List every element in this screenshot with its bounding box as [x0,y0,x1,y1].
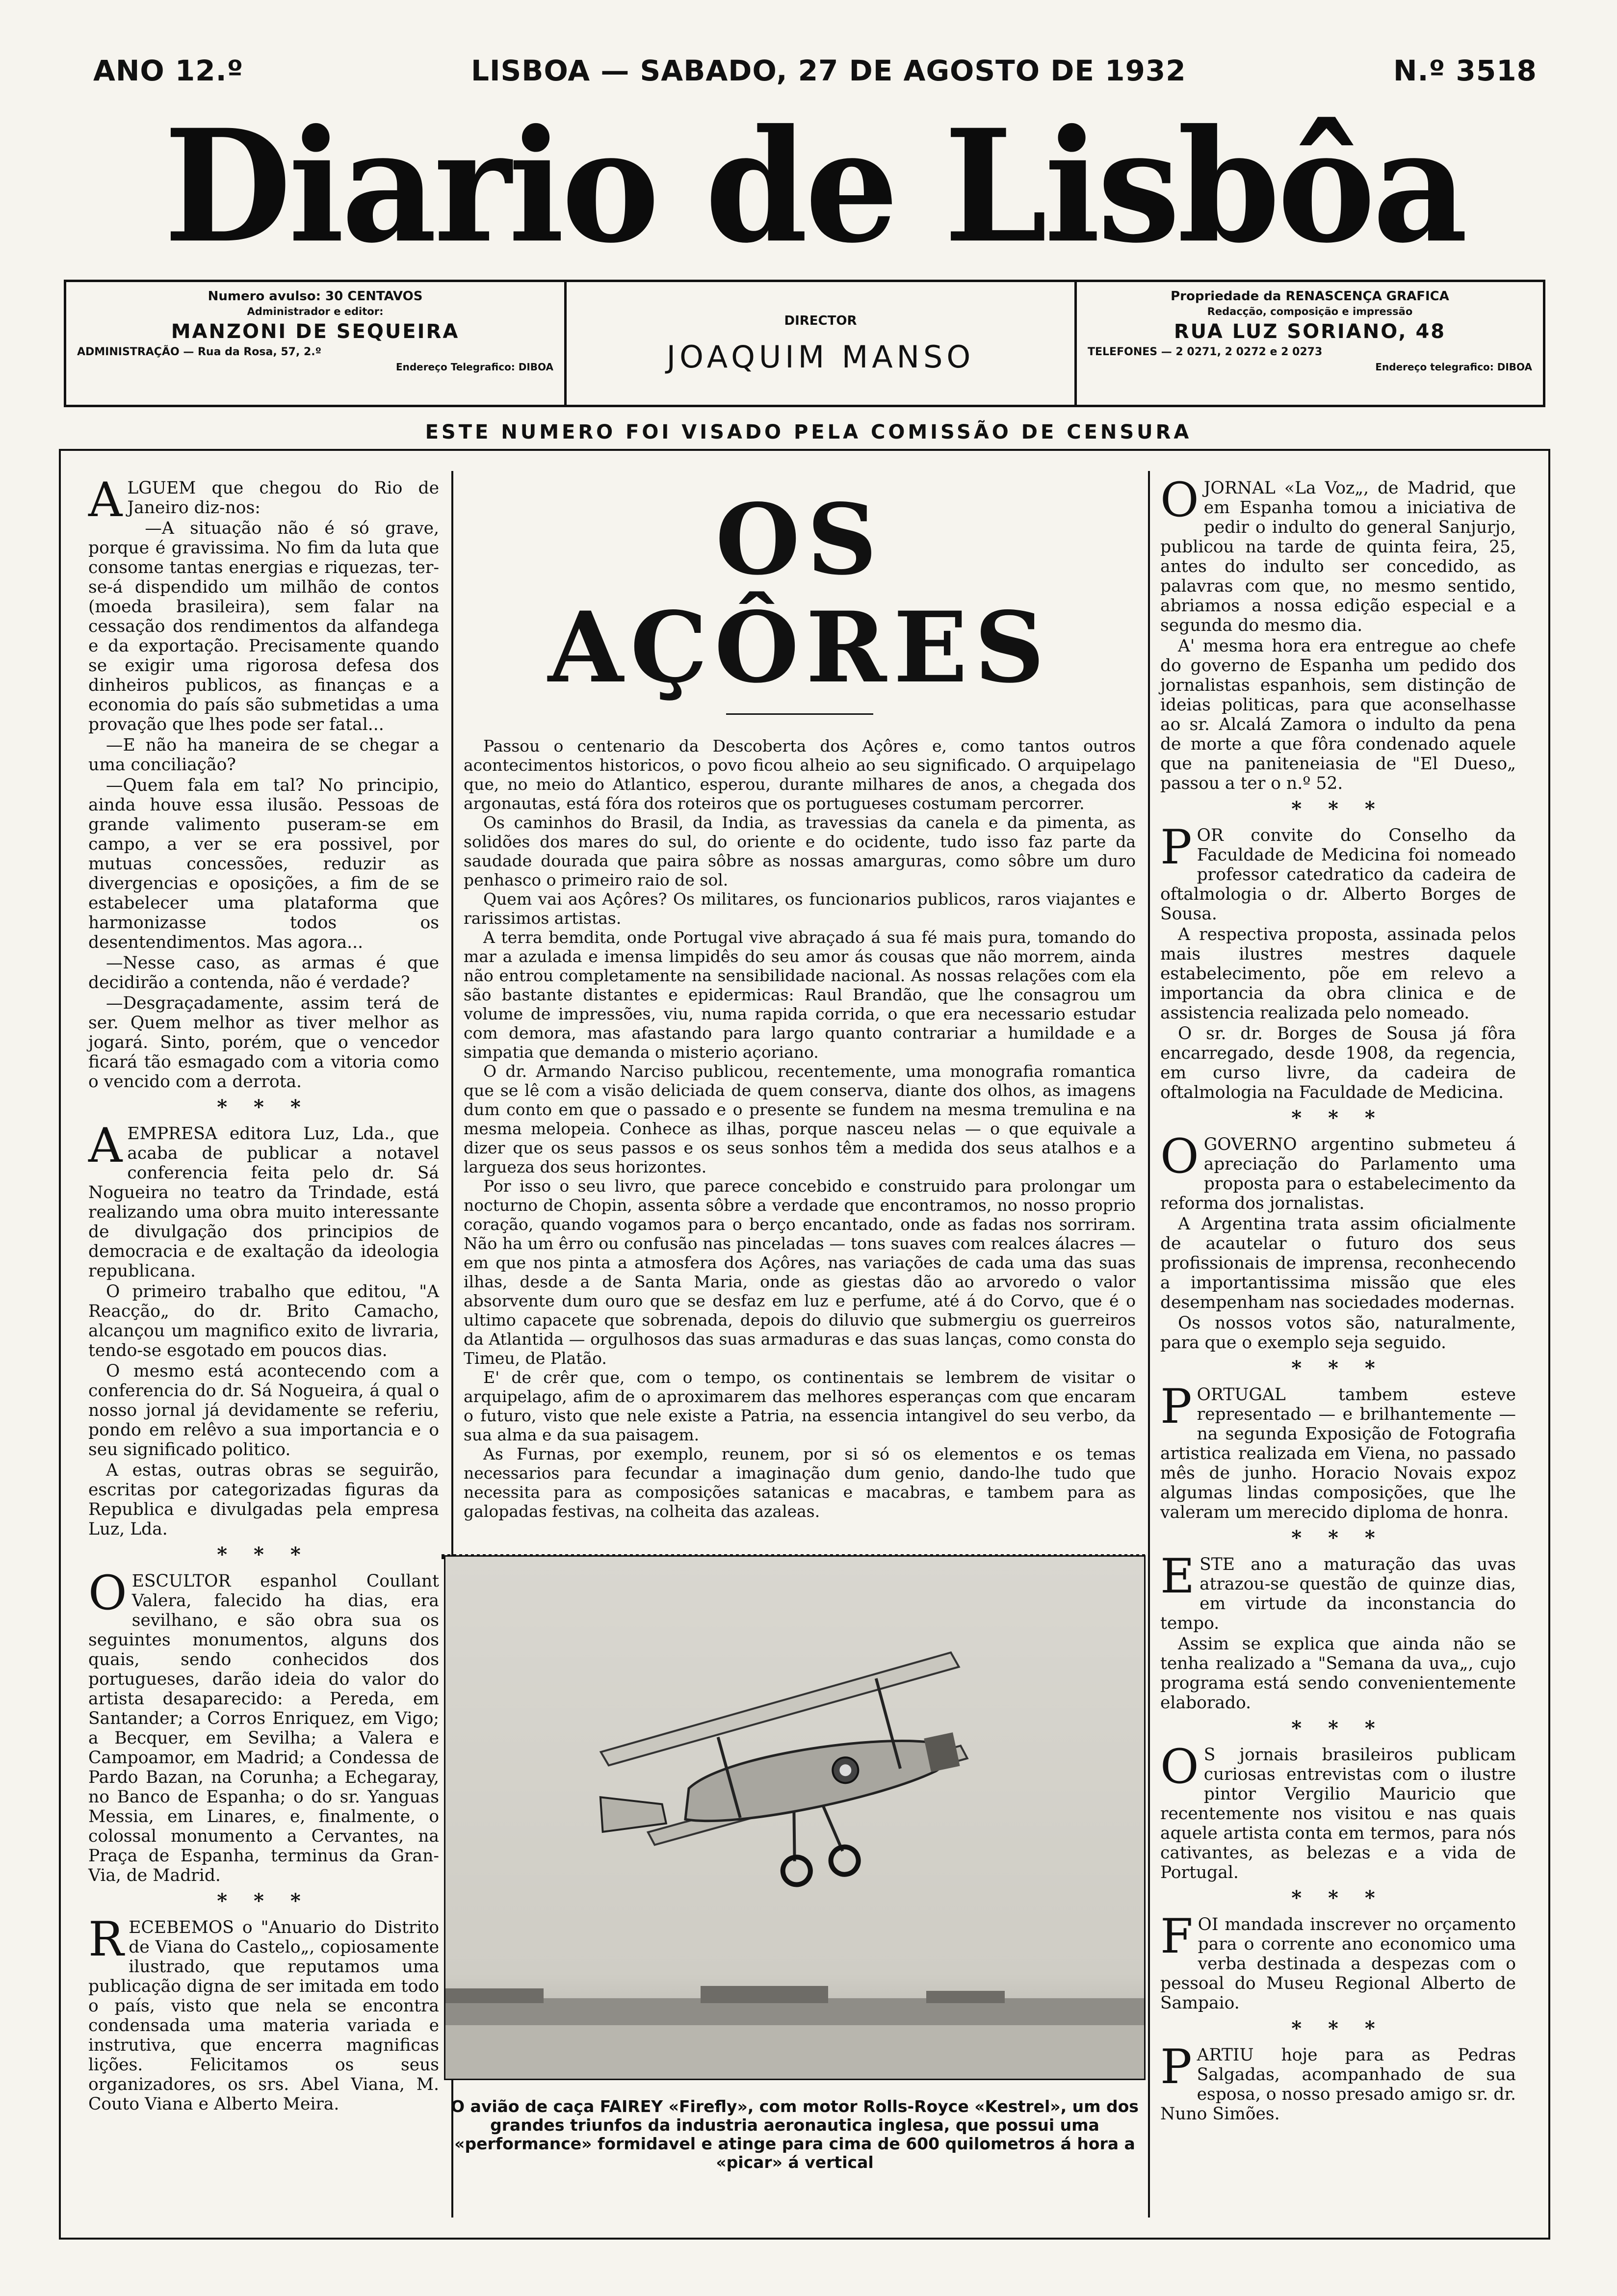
news-item [88,1118,439,1539]
news-item [1160,1379,1516,1522]
paragraph: —E não ha maneira de se chegar a uma conciliação? [88,735,439,775]
news-item [88,1565,439,1885]
paragraph: Os caminhos do Brasil, da India, as travessias da canela e da pimenta, as solidões dos mares do sul, do oriente e do ocidente, tudo isso faz parte da saudade dourada que paira sôbre as nossas amarguras, como sôbre um duro penhasco o primeiro raio de sol. [464,813,1136,889]
photo-caption: O avião de caça FAIREY «Firefly», com motor Rolls-Royce «Kestrel», um dos grandes triunfos da industria aeronautica inglesa, que possui uma «performance» formidavel e atinge para cima de 600 quilometros á hora a «picar» á vertical [451,2097,1139,2172]
paragraph: ORTUGAL tambem esteve representado — e brilhantemente — na segunda Exposição de Fotografia artistica realizada em Viena, no passado mês de junho. Horacio Novais expoz algumas lindas composições, que lhe valeram um merecido diploma de honra. [1160,1385,1516,1522]
paragraph: —Quem fala em tal? No principio, ainda houve essa ilusão. Pessoas de grande valimento puseram-se em campo, a ver se era possivel, por mutuas concessões, reduzir as divergencias e oposições, a fim de se estabelecer uma plataforma que harmonizasse todos os desentendimentos. Mas agora... [88,776,439,952]
news-item [88,472,439,1092]
news-item [1160,1739,1516,1882]
telephones: TELEFONES — 2 0271, 2 0272 e 2 0273 [1088,346,1323,358]
paragraph: LGUEM que chegou do Rio de Janeiro diz-nos: [127,478,439,518]
paragraph: A Argentina trata assim oficialmente de acautelar o futuro dos seus profissionais de imprensa, reconhecendo a importantissima missão que eles desempenham nas sociedades modernas. [1160,1214,1516,1312]
dateline: LISBOA — SABADO, 27 DE AGOSTO DE 1932 [471,54,1186,87]
editor-name: MANZONI DE SEQUEIRA [171,320,460,343]
drop-cap: P [1160,1379,1192,1434]
separator-stars: * * * [1291,2017,1385,2040]
news-item [1160,1129,1516,1353]
paragraph: JORNAL «La Voz„, de Madrid, que em Espanha tomou a iniciativa de pedir o indulto do general Sanjurjo, publicou na tarde de quinta feira, 25, antes do indulto ser concedido, as palavras com que, no mesmo sentido, abriamos a nossa edição especial e a segunda do mesmo dia. [1160,478,1516,635]
paragraph: O mesmo está acontecendo com a conferencia do dr. Sá Nogueira, á qual o nosso jornal já devidamente se referiu, pondo em relêvo a sua importancia e o seu significado politico. [88,1361,439,1460]
paragraph: A estas, outras obras se seguirão, escritas por categorizadas figuras da Republica e divulgadas pela empresa Luz, Lda. [88,1461,439,1539]
masthead-title: Diario de Lisbôa [163,95,1465,277]
paragraph: —Nesse caso, as armas é que decidirão a contenda, não é verdade? [88,953,439,992]
column-rule [1148,471,1150,2218]
admin-address: ADMINISTRAÇÃO — Rua da Rosa, 57, 2.º [77,346,322,358]
paragraph: Por isso o seu livro, que parece concebido e construido para prolongar um nocturno de Chopin, assenta sôbre a verdade que encontramos, no nosso proprio coração, quando vogamos para o berço encantado, onde as fadas nos sorriram. Não ha um êrro ou confusão nas pinceladas — tons suaves com realces álacres — em que nos pinta a atmosfera dos Açôres, nas variações de cada uma das suas ilhas, desde a de Santa Maria, onde as giestas dão ao arvoredo o valor absorvente dum ouro que se desfaz em luz e perfume, até á do Corvo, que é o ultimo capacete que sobrenada, depois do diluvio que submergiu os guerreiros da Atlantida — orgulhosos das suas armaduras e das suas lanças, como consta do Timeu, de Platão. [464,1176,1136,1368]
paragraph: As Furnas, por exemplo, reunem, por si só os elementos e os temas necessarios para fecundar a imaginação dum genio, dando-lhe tudo que necessita para as composições satanicas e macabras, e tambem para as galopadas festivas, na colheita das azaleas. [464,1444,1136,1521]
drop-cap: O [1160,1739,1199,1794]
news-item [1160,1909,1516,2013]
drop-cap: O [88,1565,127,1620]
drop-cap: R [88,1912,124,1967]
paragraph: Os nossos votos são, naturalmente, para que o exemplo seja seguido. [1160,1313,1516,1353]
price-line: Numero avulso: 30 CENTAVOS [208,289,423,304]
right-column [1160,472,1516,2125]
director-label: DIRECTOR [784,313,857,328]
separator-stars: * * * [1291,797,1385,820]
paragraph: O dr. Armando Narciso publicou, recentemente, uma monografia romantica que se lê com a visão deliciada de quem conserva, diante dos olhos, as imagens dum conto em que o passado e o presente se fundem na mesma tremulina e na mesma melopeia. Conhece as ilhas, porque nasceu nelas — o que equivale a dizer que os seus passos e os seus sonhos têm a medida dos seus atalhos e a largueza dos seus horizontes. [464,1062,1136,1176]
paragraph: EMPRESA editora Luz, Lda., que acaba de publicar a notavel conferencia feita pelo dr. Sá Nogueira no teatro da Trindade, está realizando uma obra muito interessante de divulgação dos principios de democracia e de exaltação da ideologia republicana. [88,1124,439,1281]
news-item [1160,472,1516,793]
paragraph: ESCULTOR espanhol Coullant Valera, falecido ha dias, era sevilhano, e são obra sua os seguintes monumentos, alguns dos quais, sendo conhecidos dos portugueses, darão ideia do valor do artista desaparecido: a Pereda, em Santander; a Corros Enriquez, em Vigo; a Becquer, em Sevilha; a Valera e Campoamor, em Madrid; a Condessa de Pardo Bazan, na Corunha; a Echegaray, no Banco de Espanha; o do sr. Yanguas Messia, em Linares, e, finalmente, o colossal monumento a Cervantes, na Praça de Espanha, terminus da Gran-Via, de Madrid. [88,1571,439,1885]
issue-number: N.º 3518 [1393,54,1537,87]
paragraph: O sr. dr. Borges de Sousa já fôra encarregado, desde 1908, da regencia, em curso livre, da cadeira de oftalmologia na Faculdade de Medicina. [1160,1024,1516,1102]
separator-stars: * * * [1291,1106,1385,1129]
editorial-address: RUA LUZ SORIANO, 48 [1174,320,1446,343]
separator-stars: * * * [217,1543,311,1566]
paragraph: ECEBEMOS o "Anuario do Distrito de Viana do Castelo„, copiosamente ilustrado, que reputamos uma publicação digna de ser imitada em todo o país, visto que nela se encontra condensada uma materia variada e instrutiva, que encerra magnificas lições. Felicitamos os seus organizadores, os srs. Abel Viana, M. Couto Viana e Alberto Meira. [88,1918,439,2114]
news-item [1160,820,1516,1102]
paragraph: E' de crêr que, com o tempo, os continentais se lembrem de visitar o arquipelago, afim de o aproximarem das melhores esperanças com que encaram o futuro, visto que nele existe a Patria, na essencia intangivel do seu verbo, da sua alma e da sua paisagem. [464,1368,1136,1444]
paragraph: —A situação não é só grave, porque é gravissima. No fim da luta que consome tantas energias e riquezas, ter-se-á dispendido um milhão de contos (moeda brasileira), sem falar na cessação dos rendimentos da alfandega e da exportação. Precisamente quando se exigir uma rigorosa defesa dos dinheiros publicos, as finanças e a economia do país são submetidas a uma provação que lhes pode ser fatal... [88,519,439,734]
year-label: ANO 12.º [93,54,244,87]
paragraph: Quem vai aos Açôres? Os militares, os funcionarios publicos, raros viajantes e rarissimos artistas. [464,889,1136,928]
paragraph: OI mandada inscrever no orçamento para o corrente ano economico uma verba destinada a despezas com o pessoal do Museu Regional Alberto de Sampaio. [1160,1915,1516,2013]
paragraph: A respectiva proposta, assinada pelos mais ilustres mestres daquele estabelecimento, põe em relevo a importancia da obra clinica e de assistencia realizada pelo nomeado. [1160,925,1516,1023]
drop-cap: O [1160,472,1199,527]
paragraph: O primeiro trabalho que editou, "A Reacção„ do dr. Brito Camacho, alcançou um magnifico exito de livraria, tendo-se esgotado em poucos dias. [88,1282,439,1360]
telegraph-address-right: Endereço telegrafico: DIBOA [1375,361,1532,373]
censorship-notice: ESTE NUMERO FOI VISADO PELA COMISSÃO DE CENSURA [425,421,1192,444]
drop-cap: F [1160,1909,1193,1964]
paragraph: ARTIU hoje para as Pedras Salgadas, acompanhado de sua esposa, o nosso presado amigo sr. dr. Nuno Simões. [1160,2045,1516,2124]
drop-cap: P [1160,820,1192,875]
drop-cap: P [1160,2039,1192,2094]
owner-line: Propriedade da RENASCENÇA GRAFICA [1171,289,1449,304]
separator-stars: * * * [1291,1357,1385,1380]
airplane-photo [444,1555,1146,2080]
paragraph: Passou o centenario da Descoberta dos Açôres e, como tantos outros acontecimentos historicos, o povo ficou alheio ao seu significado. O arquipelago que, no meio do Atlantico, esperou, durante milhares de anos, a chegada dos argonautas, está fóra dos roteiros que os portugueses costumam percorrer. [464,736,1136,813]
info-box-director [567,282,1077,405]
article-headline: OS AÇÔRES [548,482,1052,704]
paragraph: Assim se explica que ainda não se tenha realizado a "Semana da uva„, cujo programa está sendo convenientemente elaborado. [1160,1634,1516,1713]
paragraph: A terra bemdita, onde Portugal vive abraçado á sua fé mais pura, tomando do mar a azulada e imensa limpidês do seu amor ás cousas que não morrem, ainda não entrou completamente na sensibilidade nacional. As nossas relações com ela são bastante distantes e epidermicas: Raul Brandão, que lhe consagrou um volume de impressões, viu, numa rapida corrida, o que era necessario estudar com demora, mas afastando para largo quanto contrariar a humildade e a simpatia que demanda o misterio açoriano. [464,928,1136,1062]
drop-cap: A [88,472,123,527]
admin-label: Administrador e editor: [247,306,384,317]
separator-stars: * * * [217,1096,311,1119]
drop-cap: A [88,1118,123,1173]
drop-cap: E [1160,1549,1195,1604]
headline-rule [726,713,873,715]
drop-cap: O [1160,1129,1199,1184]
paragraph: STE ano a maturação das uvas atrazou-se questão de quinze dias, em virtude da inconstancia do tempo. [1160,1555,1516,1633]
separator-stars: * * * [1291,1526,1385,1549]
article-body [464,736,1136,1521]
info-box-publisher [1077,282,1543,405]
left-column [88,472,439,2115]
telegraph-address: Endereço Telegrafico: DIBOA [395,361,553,373]
news-item [88,1912,439,2114]
paragraph: GOVERNO argentino submeteu á apreciação do Parlamento uma proposta para o estabelecimento da reforma dos jornalistas. [1160,1135,1516,1213]
paragraph: A' mesma hora era entregue ao chefe do governo de Espanha um pedido dos jornalistas espanhois, sem distinção de ideias politicas, para que aconselhasse ao sr. Alcalá Zamora o indulto da pena de morte a que fôra condenado aquele que na paniteneiasia de "El Dueso„ passou a ter o n.º 52. [1160,636,1516,793]
paragraph: S jornais brasileiros publicam curiosas entrevistas com o ilustre pintor Vergilio Mauricio que recentemente nos visitou e nas quais aquele artista conta em termos, para nós cativantes, as belezas e a vida de Portugal. [1160,1745,1516,1882]
director-name: JOAQUIM MANSO [666,339,975,375]
news-item [1160,1549,1516,1713]
separator-stars: * * * [217,1889,311,1912]
separator-stars: * * * [1291,1886,1385,1909]
info-box-administration [66,282,567,405]
editorial-label: Redacção, composição e impressão [1207,306,1413,317]
main-article [464,482,1136,1521]
news-item [1160,2039,1516,2124]
biplane-image [445,1557,1144,2079]
paragraph: —Desgraçadamente, assim terá de ser. Quem melhor as tiver melhor as jogará. Sinto, porém, que o vencedor ficará tão esmagado com a vitoria como o vencido com a derrota. [88,993,439,1092]
separator-stars: * * * [1291,1717,1385,1740]
info-bar [64,280,1545,407]
paragraph: OR convite do Conselho da Faculdade de Medicina foi nomeado professor catedratico da cadeira de oftalmologia o dr. Alberto Borges de Sousa. [1160,826,1516,924]
